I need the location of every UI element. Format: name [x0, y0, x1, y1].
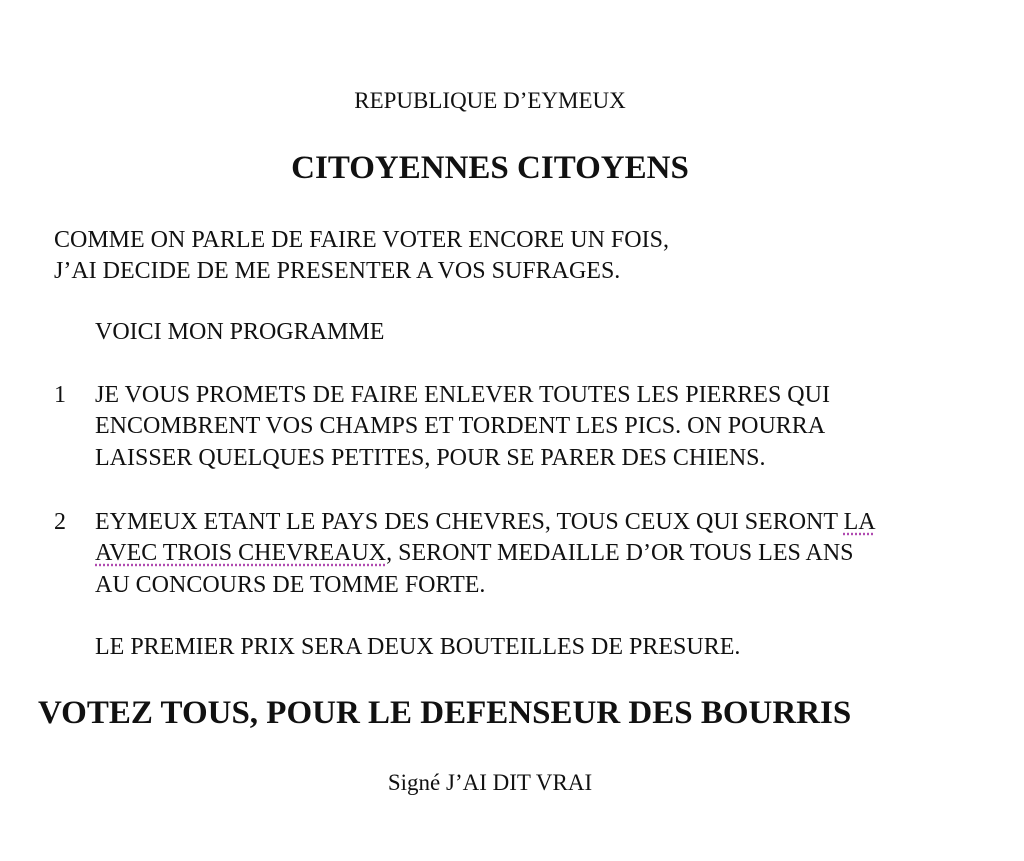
- item-2-line-3: AU CONCOURS DE TOMME FORTE.: [95, 572, 486, 598]
- intro-line-2: J’AI DECIDE DE ME PRESENTER A VOS SUFRAGES.: [54, 258, 621, 284]
- item-1-number: 1: [54, 382, 66, 408]
- item-2-line-2: [95, 541, 854, 565]
- item-1-line-1: JE VOUS PROMETS DE FAIRE ENLEVER TOUTES LES PIERRES QUI: [95, 382, 830, 408]
- item-2-line-2-text: , SERONT MEDAILLE D’OR TOUS LES ANS: [386, 540, 854, 566]
- spellcheck-marked-phrase: AVEC TROIS CHEVREAUX: [95, 540, 387, 566]
- item-2-line-1-text: EYMEUX ETANT LE PAYS DES CHEVRES, TOUS CEUX QUI SERONT: [95, 509, 844, 535]
- item-2-number: 2: [54, 509, 66, 535]
- slogan: VOTEZ TOUS, POUR LE DEFENSEUR DES BOURRIS: [38, 695, 852, 731]
- document-header: REPUBLIQUE D’EYMEUX: [354, 88, 626, 113]
- spellcheck-marked-word: LA: [843, 509, 876, 535]
- item-1-line-3: LAISSER QUELQUES PETITES, POUR SE PARER DES CHIENS.: [95, 445, 766, 471]
- prize-line: LE PREMIER PRIX SERA DEUX BOUTEILLES DE PRESURE.: [95, 634, 741, 660]
- document-title: CITOYENNES CITOYENS: [291, 150, 689, 186]
- intro-line-1: COMME ON PARLE DE FAIRE VOTER ENCORE UN FOIS,: [54, 227, 669, 253]
- signature: Signé J’AI DIT VRAI: [387, 770, 593, 795]
- programme-heading: VOICI MON PROGRAMME: [95, 319, 385, 345]
- item-1-line-2: ENCOMBRENT VOS CHAMPS ET TORDENT LES PICS. ON POURRA: [95, 413, 826, 439]
- item-2-line-1: [95, 510, 876, 534]
